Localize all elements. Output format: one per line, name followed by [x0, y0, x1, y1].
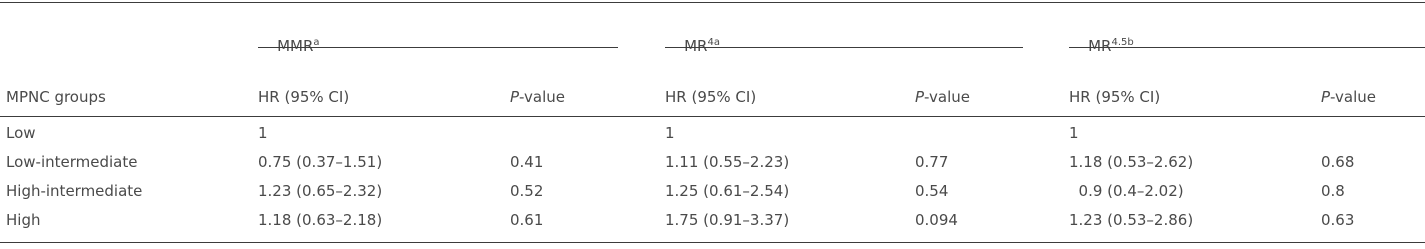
group-header-label: MR [1088, 37, 1112, 55]
p-cell: 0.77 [915, 153, 949, 171]
hr-cell: 0.9 (0.4–2.02) [1069, 182, 1184, 200]
row-label: Low [6, 124, 36, 142]
group-header-superscript: 4.5b [1111, 37, 1134, 48]
row-label: Low-intermediate [6, 153, 138, 171]
group-header-superscript: 4a [707, 37, 720, 48]
hr-cell: 1.23 (0.65–2.32) [258, 182, 383, 200]
hr-cell: 1.18 (0.53–2.62) [1069, 153, 1194, 171]
hr-header: HR (95% CI) [1069, 88, 1161, 106]
group-header-mmr [258, 19, 320, 73]
table-bottom-rule [0, 242, 1425, 243]
hr-cell: 1 [665, 124, 675, 142]
group-header-mr45 [1069, 19, 1134, 73]
group-rule-mr45 [1069, 47, 1425, 48]
hr-cell: 1 [1069, 124, 1079, 142]
p-cell: 0.63 [1321, 211, 1355, 229]
hr-cell: 1.11 (0.55–2.23) [665, 153, 790, 171]
table-top-rule [0, 2, 1425, 3]
p-cell: 0.61 [510, 211, 544, 229]
group-header-superscript: a [313, 37, 320, 48]
group-rule-mr4 [665, 47, 1023, 48]
hr-cell: 0.75 (0.37–1.51) [258, 153, 383, 171]
hr-cell: 1.23 (0.53–2.86) [1069, 211, 1194, 229]
hr-cell: 1 [258, 124, 268, 142]
group-header-mr4 [665, 19, 720, 73]
p-cell: 0.8 [1321, 182, 1345, 200]
group-rule-mmr [258, 47, 618, 48]
group-header-label: MMR [277, 37, 314, 55]
hr-header: HR (95% CI) [258, 88, 350, 106]
hr-cell: 1.25 (0.61–2.54) [665, 182, 790, 200]
p-cell: 0.52 [510, 182, 544, 200]
header-bottom-rule [0, 116, 1425, 117]
hr-header: HR (95% CI) [665, 88, 757, 106]
p-cell: 0.41 [510, 153, 544, 171]
stub-header: MPNC groups [6, 88, 106, 106]
row-label: High-intermediate [6, 182, 143, 200]
p-value-header: P-value [510, 88, 566, 106]
hr-cell: 1.75 (0.91–3.37) [665, 211, 790, 229]
row-label: High [6, 211, 41, 229]
p-cell: 0.094 [915, 211, 958, 229]
p-value-header: P-value [915, 88, 971, 106]
group-header-label: MR [684, 37, 708, 55]
p-value-header: P-value [1321, 88, 1377, 106]
p-cell: 0.68 [1321, 153, 1355, 171]
p-cell: 0.54 [915, 182, 949, 200]
hr-cell: 1.18 (0.63–2.18) [258, 211, 383, 229]
